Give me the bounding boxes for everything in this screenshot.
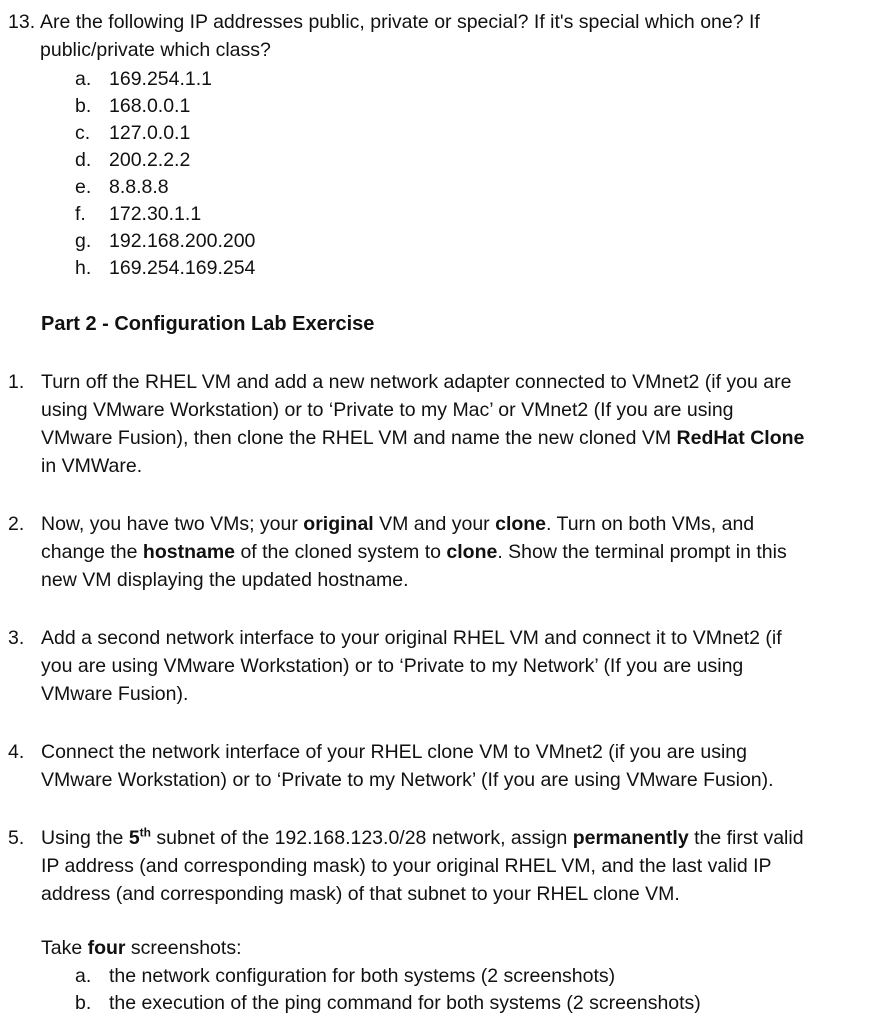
screenshot-item-text: the execution of the ping command for both systems (2 screenshots) (109, 992, 701, 1014)
step-4-number: 4. (8, 741, 25, 763)
part-2-heading: Part 2 - Configuration Lab Exercise (41, 313, 375, 335)
step-2-number: 2. (8, 513, 25, 535)
question-13-number: 13. (8, 11, 36, 33)
ip-item-letter: c. (75, 122, 91, 144)
step-1-line4: in VMWare. (41, 455, 143, 477)
ip-item-value: 127.0.0.1 (109, 122, 191, 144)
step-5-number: 5. (8, 827, 25, 849)
ip-item-value: 192.168.200.200 (109, 230, 256, 252)
ip-item-value: 169.254.1.1 (109, 68, 213, 90)
ip-item-value: 169.254.169.254 (109, 257, 256, 279)
step-2-line2: change the hostname of the cloned system to clone. Show the terminal prompt in this (41, 541, 787, 563)
ip-item-value: 8.8.8.8 (109, 176, 169, 198)
screenshot-item-text: the network configuration for both systems (2 screenshots) (109, 965, 616, 987)
ip-item-letter: b. (75, 95, 92, 117)
step-5-line2: IP address (and corresponding mask) to your original RHEL VM, and the last valid IP (41, 855, 772, 877)
step-4-line2: VMware Workstation) or to ‘Private to my Network’ (If you are using VMware Fusion). (41, 769, 774, 791)
vm-name-redhat-clone: RedHat Clone (676, 427, 805, 449)
ip-item-letter: f. (75, 203, 86, 225)
step-2-line1: Now, you have two VMs; your original VM and your clone. Turn on both VMs, and (41, 513, 755, 535)
step-5-line1: Using the 5th subnet of the 192.168.123.0/28 network, assign permanently the first valid (41, 825, 804, 849)
step-5-line3: address (and corresponding mask) of that subnet to your RHEL clone VM. (41, 883, 680, 905)
step-3-line3: VMware Fusion). (41, 683, 189, 705)
step-3-number: 3. (8, 627, 25, 649)
ip-item-letter: g. (75, 230, 92, 252)
step-3-line2: you are using VMware Workstation) or to ‘Private to my Network’ (If you are using (41, 655, 744, 677)
step-1-number: 1. (8, 371, 25, 393)
step-1-line3: VMware Fusion), then clone the RHEL VM and name the new cloned VM RedHat Clone (41, 427, 805, 449)
ip-item-value: 200.2.2.2 (109, 149, 191, 171)
screenshot-item-letter: a. (75, 965, 92, 987)
step-1-line2: using VMware Workstation) or to ‘Private to my Mac’ or VMnet2 (If you are using (41, 399, 734, 421)
step-4-line1: Connect the network interface of your RHEL clone VM to VMnet2 (if you are using (41, 741, 747, 763)
question-13-text-line1: Are the following IP addresses public, private or special? If it's special which one? If (40, 11, 760, 33)
ip-item-value: 168.0.0.1 (109, 95, 191, 117)
screenshot-item-letter: b. (75, 992, 92, 1014)
ip-item-value: 172.30.1.1 (109, 203, 202, 225)
ip-item-letter: a. (75, 68, 92, 90)
step-1-line1: Turn off the RHEL VM and add a new network adapter connected to VMnet2 (if you are (41, 371, 792, 393)
ip-item-letter: d. (75, 149, 92, 171)
screenshots-instruction: Take four screenshots: (41, 937, 242, 959)
step-2-line3: new VM displaying the updated hostname. (41, 569, 409, 591)
question-13-text-line2: public/private which class? (40, 39, 271, 61)
ip-item-letter: e. (75, 176, 92, 198)
ip-item-letter: h. (75, 257, 92, 279)
step-3-line1: Add a second network interface to your original RHEL VM and connect it to VMnet2 (if (41, 627, 782, 649)
